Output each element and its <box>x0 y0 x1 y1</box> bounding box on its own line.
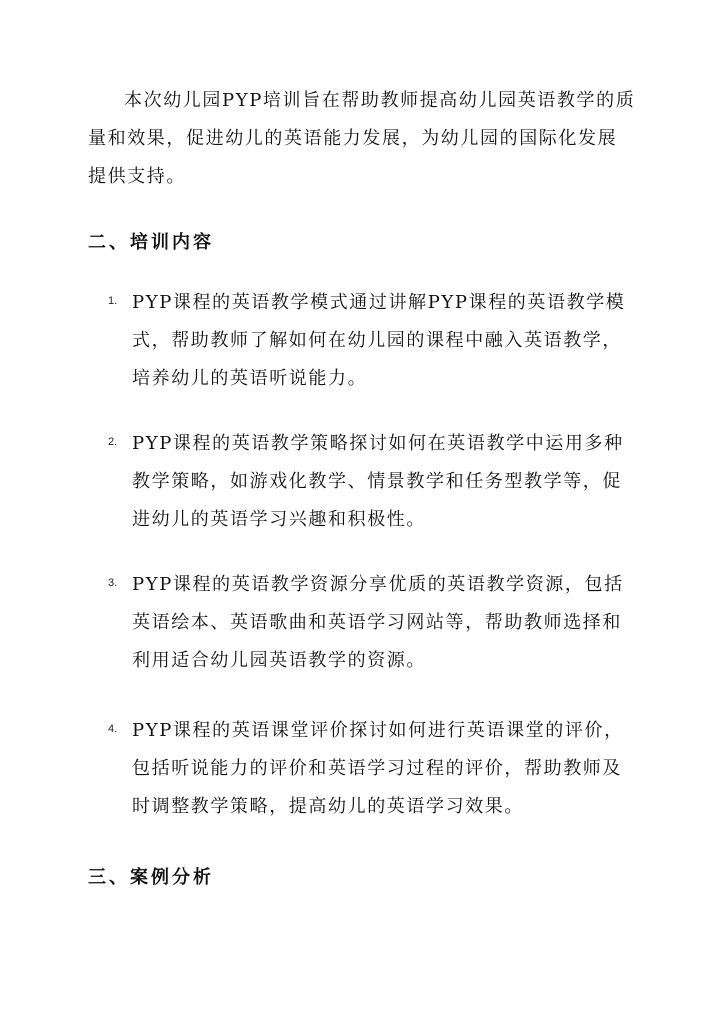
list-item-text: PYP课程的英语教学策略探讨如何在英语教学中运用多种教学策略，如游戏化教学、情景教学和任务型教学等，促进幼儿的英语学习兴趣和积极性。 <box>132 433 624 530</box>
list-item-text: PYP课程的英语课堂评价探讨如何进行英语课堂的评价，包括听说能力的评价和英语学习过程的评价，帮助教师及时调整教学策略，提高幼儿的英语学习效果。 <box>132 720 624 817</box>
list-item <box>108 712 638 826</box>
section-heading-training-content: 二、培训内容 <box>88 232 214 253</box>
list-item-number: 4. <box>108 723 118 735</box>
list-item-text: PYP课程的英语教学资源分享优质的英语教学资源，包括英语绘本、英语歌曲和英语学习网站等，帮助教师选择和利用适合幼儿园英语教学的资源。 <box>132 574 624 671</box>
intro-paragraph: 本次幼儿园PYP培训旨在帮助教师提高幼儿园英语教学的质量和效果，促进幼儿的英语能力发展，为幼儿园的国际化发展提供支持。 <box>88 90 636 187</box>
list-item-number: 2. <box>108 436 118 448</box>
list-item-number: 3. <box>108 577 118 589</box>
list-item-text: PYP课程的英语教学模式通过讲解PYP课程的英语教学模式，帮助教师了解如何在幼儿园的课程中融入英语教学，培养幼儿的英语听说能力。 <box>132 292 626 389</box>
list-item <box>108 566 638 680</box>
list-item <box>108 425 638 539</box>
section-heading-case-analysis: 三、案例分析 <box>88 867 214 888</box>
list-item <box>108 284 638 398</box>
list-item-number: 1. <box>108 295 118 307</box>
